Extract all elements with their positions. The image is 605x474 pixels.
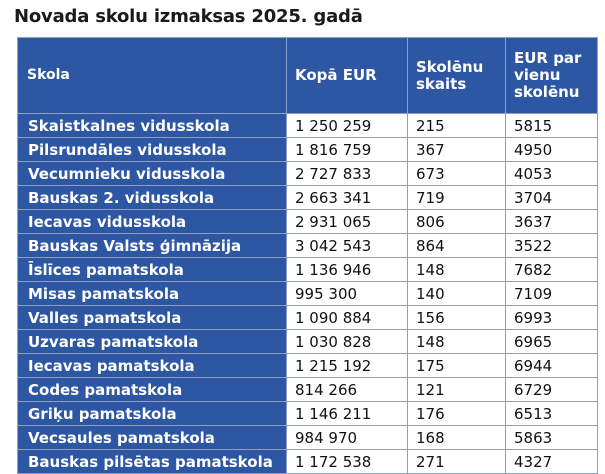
table-row [18,162,598,186]
eur-per-pupil-cell: 3704 [506,186,598,210]
table-row [18,330,598,354]
table-header [18,38,598,114]
eur-per-pupil-cell: 6965 [506,330,598,354]
eur-per-pupil-cell: 6729 [506,378,598,402]
school-name-cell: Misas pamatskola [18,282,287,306]
eur-per-pupil-cell: 5863 [506,426,598,450]
table-row [18,114,598,138]
table-row [18,426,598,450]
table-row [18,210,598,234]
pupil-count-cell: 148 [408,330,506,354]
total-eur-cell: 995 300 [287,282,408,306]
school-name-cell: Valles pamatskola [18,306,287,330]
total-eur-cell: 1 136 946 [287,258,408,282]
table-row [18,186,598,210]
table-row [18,282,598,306]
page-title: Novada skolu izmaksas 2025. gadā [14,6,363,27]
school-name-cell: Pilsrundāles vidusskola [18,138,287,162]
column-header-pupils-line-2: skaits [416,74,467,93]
table-row [18,306,598,330]
pupil-count-cell: 271 [408,450,506,474]
column-header-per-pupil-line-1: EUR par [514,49,582,67]
eur-per-pupil-cell: 6513 [506,402,598,426]
column-header-per-pupil-line-2: vienu [514,66,561,84]
pupil-count-cell: 175 [408,354,506,378]
total-eur-cell: 1 172 538 [287,450,408,474]
eur-per-pupil-cell: 7109 [506,282,598,306]
header-row [18,38,598,114]
table-row [18,354,598,378]
column-header-pupils-line-1: Skolēnu [416,57,484,76]
total-eur-cell: 2 727 833 [287,162,408,186]
table-row [18,258,598,282]
eur-per-pupil-cell: 6944 [506,354,598,378]
eur-per-pupil-cell: 3522 [506,234,598,258]
school-name-cell: Skaistkalnes vidusskola [18,114,287,138]
total-eur-cell: 1 090 884 [287,306,408,330]
school-name-cell: Bauskas Valsts ģimnāzija [18,234,287,258]
pupil-count-cell: 673 [408,162,506,186]
school-name-cell: Īslīces pamatskola [18,258,287,282]
eur-per-pupil-cell: 5815 [506,114,598,138]
total-eur-cell: 2 663 341 [287,186,408,210]
pupil-count-cell: 176 [408,402,506,426]
total-eur-cell: 1 816 759 [287,138,408,162]
total-eur-cell: 1 146 211 [287,402,408,426]
table-row [18,450,598,474]
school-costs-table [17,37,598,474]
school-name-cell: Bauskas 2. vidusskola [18,186,287,210]
total-eur-cell: 2 931 065 [287,210,408,234]
school-name-cell: Uzvaras pamatskola [18,330,287,354]
pupil-count-cell: 148 [408,258,506,282]
school-name-cell: Griķu pamatskola [18,402,287,426]
pupil-count-cell: 215 [408,114,506,138]
school-name-cell: Bauskas pilsētas pamatskola [18,450,287,474]
pupil-count-cell: 864 [408,234,506,258]
school-name-cell: Codes pamatskola [18,378,287,402]
table-row [18,138,598,162]
column-header-per-pupil [506,38,598,114]
eur-per-pupil-cell: 4327 [506,450,598,474]
table-body [18,114,598,474]
eur-per-pupil-cell: 4950 [506,138,598,162]
table-row [18,402,598,426]
eur-per-pupil-cell: 4053 [506,162,598,186]
eur-per-pupil-cell: 3637 [506,210,598,234]
pupil-count-cell: 367 [408,138,506,162]
pupil-count-cell: 806 [408,210,506,234]
column-header-per-pupil-line-3: skolēnu [514,83,580,101]
table-row [18,378,598,402]
total-eur-cell: 1 030 828 [287,330,408,354]
total-eur-cell: 3 042 543 [287,234,408,258]
column-header-school: Skola [18,38,287,114]
pupil-count-cell: 156 [408,306,506,330]
total-eur-cell: 1 215 192 [287,354,408,378]
column-header-total: Kopā EUR [287,38,408,114]
total-eur-cell: 1 250 259 [287,114,408,138]
school-name-cell: Iecavas vidusskola [18,210,287,234]
column-header-pupils [408,38,506,114]
pupil-count-cell: 719 [408,186,506,210]
eur-per-pupil-cell: 7682 [506,258,598,282]
school-name-cell: Iecavas pamatskola [18,354,287,378]
total-eur-cell: 814 266 [287,378,408,402]
pupil-count-cell: 168 [408,426,506,450]
pupil-count-cell: 140 [408,282,506,306]
pupil-count-cell: 121 [408,378,506,402]
school-name-cell: Vecsaules pamatskola [18,426,287,450]
school-name-cell: Vecumnieku vidusskola [18,162,287,186]
eur-per-pupil-cell: 6993 [506,306,598,330]
total-eur-cell: 984 970 [287,426,408,450]
table-row [18,234,598,258]
